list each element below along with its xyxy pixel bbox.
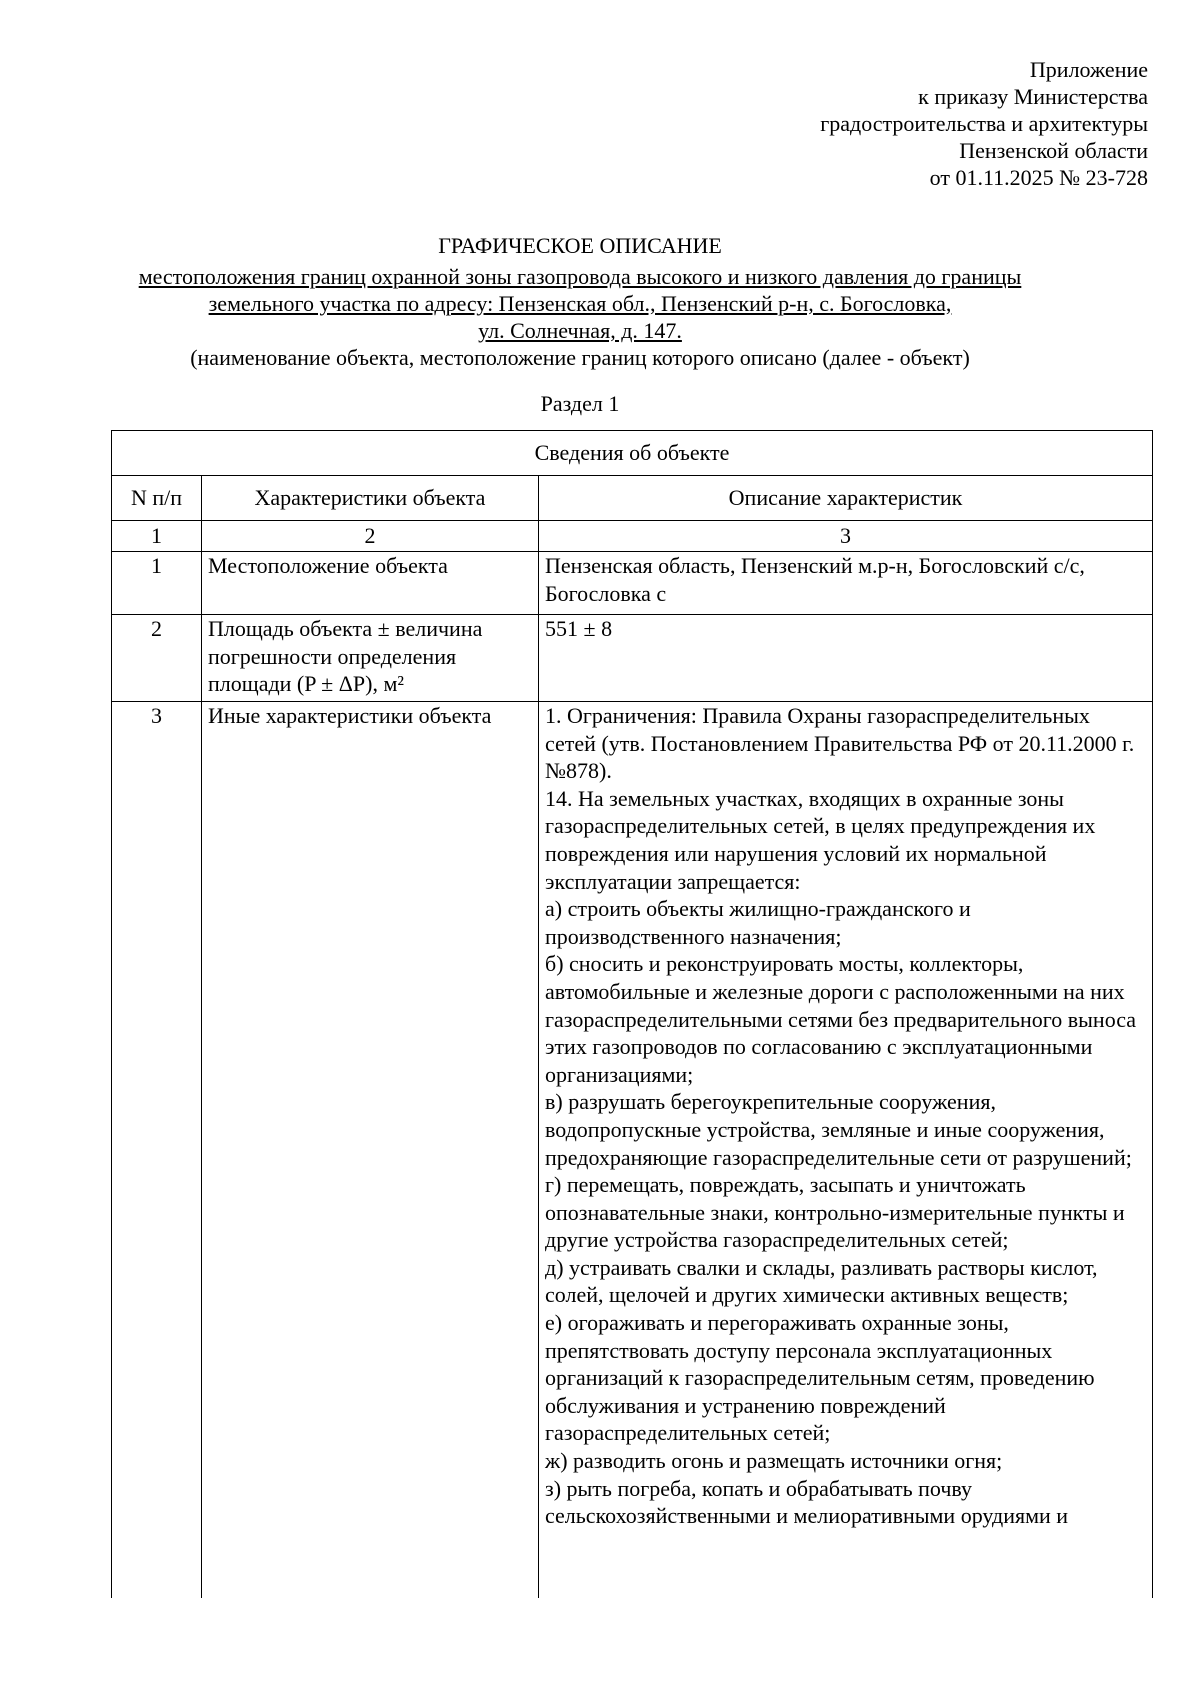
row-characteristic: Площадь объекта ± величина погрешности определения площади (P ± ΔP), м² <box>202 615 539 702</box>
row-description <box>539 702 1153 1599</box>
table-caption: Сведения об объекте <box>112 431 1153 476</box>
restriction-paragraph: ж) разводить огонь и размещать источники огня; <box>545 1448 1003 1474</box>
appendix-order-number: от 01.11.2025 № 23-728 <box>929 165 1148 190</box>
restriction-paragraph: в) разрушать берегоукрепительные сооружения, водопропускные устройства, земляные и иные сооружения, предохраняющие газораспределительные сети от разрушений; <box>545 1089 1132 1170</box>
restriction-paragraph: г) перемещать, повреждать, засыпать и уничтожать опознавательные знаки, контрольно-измерительные пункты и другие устройства газораспределительных сетей; <box>545 1172 1125 1253</box>
object-name-block <box>0 263 1160 371</box>
appendix-header <box>820 56 1148 191</box>
row-number: 1 <box>112 552 202 615</box>
row-description: 551 ± 8 <box>539 615 1153 702</box>
column-header-characteristic: Характеристики объекта <box>202 476 539 521</box>
row-characteristic: Местоположение объекта <box>202 552 539 615</box>
restriction-paragraph: е) огораживать и перегораживать охранные зоны, препятствовать доступу персонала эксплуатационных организаций к газораспределительным сетям, проведению обслуживания и устранению повреждений газораспределительных сетей; <box>545 1310 1095 1446</box>
column-header-number: N п/п <box>112 476 202 521</box>
table-row <box>112 552 1153 615</box>
table-row <box>112 615 1153 702</box>
restriction-paragraph: а) строить объекты жилищно-гражданского и производственного назначения; <box>545 896 971 949</box>
object-info-table <box>111 430 1153 1598</box>
document-title: ГРАФИЧЕСКОЕ ОПИСАНИЕ <box>438 233 722 258</box>
appendix-line: Пензенской области <box>959 138 1148 163</box>
restriction-paragraph: 1. Ограничения: Правила Охраны газораспределительных сетей (утв. Постановлением Правительства РФ от 20.11.2000 г. №878). <box>545 703 1135 784</box>
section-title: Раздел 1 <box>540 391 620 416</box>
object-name-line: местоположения границ охранной зоны газопровода высокого и низкого давления до границы <box>138 264 1022 289</box>
appendix-line: Приложение <box>1029 57 1148 82</box>
table-row <box>112 702 1153 1599</box>
restriction-paragraph: 14. На земельных участках, входящих в охранные зоны газораспределительных сетей, в целях предупреждения их повреждения или нарушения условий их нормальной эксплуатации запрещается: <box>545 785 1096 894</box>
restriction-paragraph: д) устраивать свалки и склады, разливать растворы кислот, солей, щелочей и других химически активных веществ; <box>545 1254 1098 1308</box>
object-name-line: ул. Солнечная, д. 147. <box>478 318 682 343</box>
column-number-cell: 2 <box>202 521 539 552</box>
object-name-hint: (наименование объекта, местоположение границ которого описано (далее - объект) <box>190 345 970 370</box>
appendix-line: градостроительства и архитектуры <box>820 111 1148 136</box>
column-number-cell: 1 <box>112 521 202 552</box>
row-number: 2 <box>112 615 202 702</box>
restriction-paragraph: з) рыть погреба, копать и обрабатывать почву сельскохозяйственными и мелиоративными орудиями и <box>545 1475 1069 1529</box>
appendix-line: к приказу Министерства <box>918 84 1148 109</box>
column-number-cell: 3 <box>539 521 1153 552</box>
restriction-paragraph: б) сносить и реконструировать мосты, коллекторы, автомобильные и железные дороги с расположенными на них газораспределительными сетями без предварительного выноса этих газопроводов по согласованию с эксплуатационными организациями; <box>545 951 1137 1087</box>
row-description: Пензенская область, Пензенский м.р-н, Богословский с/с, Богословка с <box>539 552 1153 615</box>
row-number: 3 <box>112 702 202 1599</box>
row-characteristic: Иные характеристики объекта <box>202 702 539 1599</box>
column-header-description: Описание характеристик <box>539 476 1153 521</box>
object-name-line: земельного участка по адресу: Пензенская обл., Пензенский р-н, с. Богословка, <box>208 291 952 316</box>
